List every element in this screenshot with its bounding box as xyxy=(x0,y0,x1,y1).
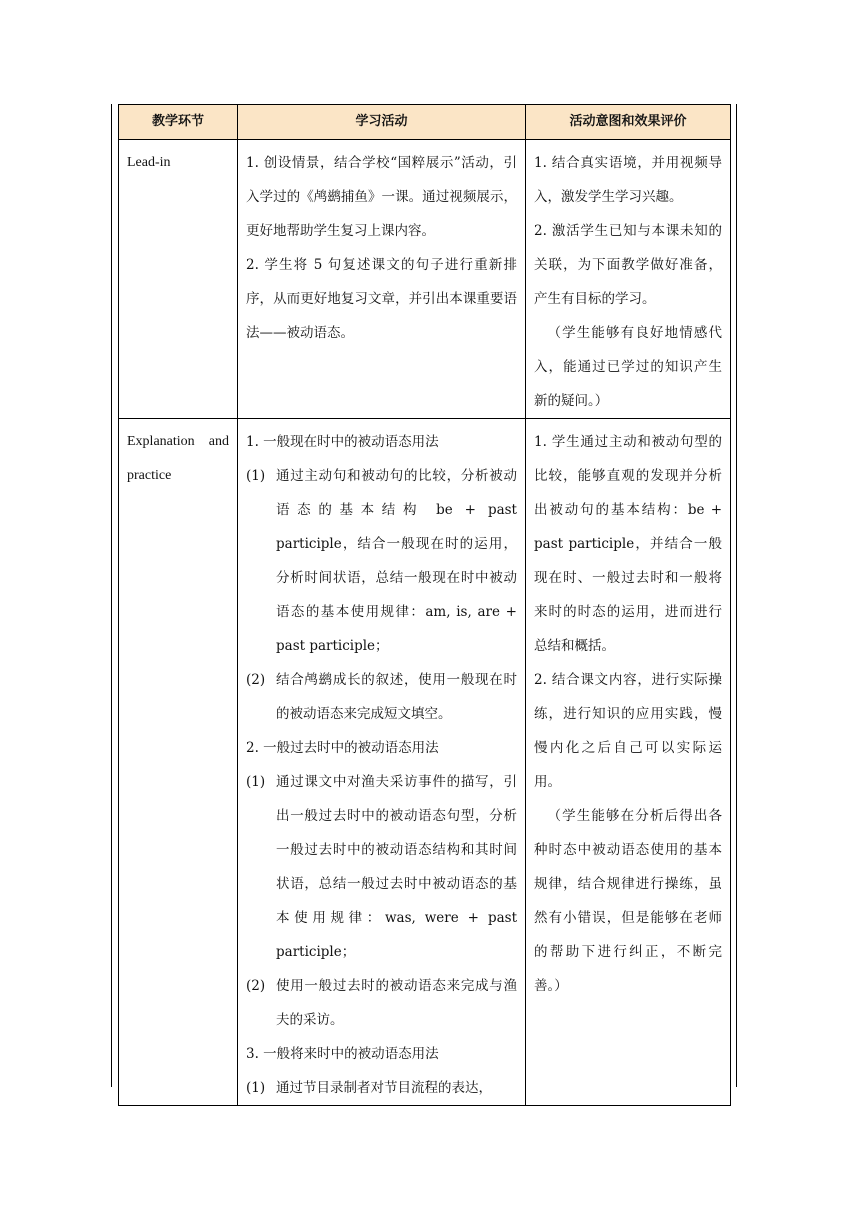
intent-item: 2. 结合课文内容，进行实际操练，进行知识的应用实践，慢慢内化之后自己可以实际运用。 xyxy=(534,672,722,790)
sub-item xyxy=(246,1071,517,1105)
header-intent: 活动意图和效果评价 xyxy=(526,105,731,140)
sub-item xyxy=(246,663,517,731)
intent-evaluation: （学生能够在分析后得出各种时态中被动语态使用的基本规律，结合规律进行操练，虽然有小错误，但是能够在老师的帮助下进行纠正，不断完善。） xyxy=(534,808,722,994)
sub-item-text: 通过主动句和被动句的比较，分析被动语态的基本结构 be + past participle，结合一般现在时的运用，分析时间状语，总结一般现在时中被动语态的基本使用规律：am, is, are + past participle； xyxy=(276,468,517,654)
activities-cell xyxy=(238,140,526,419)
intent-evaluation: （学生能够有良好地情感代入，能通过已学过的知识产生新的疑问。） xyxy=(534,325,722,409)
header-activities: 学习活动 xyxy=(238,105,526,140)
intent-item: 1. 结合真实语境，并用视频导入，激发学生学习兴趣。 xyxy=(534,155,722,205)
stage-cell xyxy=(119,419,238,1106)
header-row xyxy=(119,105,731,140)
sub-item-text: 通过课文中对渔夫采访事件的描写，引出一般过去时中的被动语态句型，分析一般过去时中的被动语态结构和其时间状语，总结一般过去时中被动语态的基本使用规律：was, were + past participle； xyxy=(276,774,517,960)
stage-cell xyxy=(119,140,238,419)
sub-item-text: 结合鸬鹚成长的叙述，使用一般现在时的被动语态来完成短文填空。 xyxy=(276,672,517,722)
stage-label: Lead-in xyxy=(127,155,171,170)
sub-item xyxy=(246,459,517,663)
intent-cell xyxy=(526,140,731,419)
sub-item-number: (2) xyxy=(246,672,266,688)
sub-item-number: (1) xyxy=(246,468,266,484)
section-heading: 2. 一般过去时中的被动语态用法 xyxy=(246,740,439,756)
activity-item: 2. 学生将 5 句复述课文的句子进行重新排序，从而更好地复习文章，并引出本课重要语法——被动语态。 xyxy=(246,257,517,341)
table-row-lead-in xyxy=(119,140,731,419)
sub-item-text: 使用一般过去时的被动语态来完成与渔夫的采访。 xyxy=(276,978,517,1028)
lesson-plan-table xyxy=(118,104,731,1106)
section-heading: 1. 一般现在时中的被动语态用法 xyxy=(246,434,439,450)
activity-item: 1. 创设情景，结合学校“国粹展示”活动，引入学过的《鸬鹚捕鱼》一课。通过视频展示，更好地帮助学生复习上课内容。 xyxy=(246,155,517,239)
sub-item xyxy=(246,765,517,969)
stage-label: Explanation and practice xyxy=(127,434,229,483)
header-stage: 教学环节 xyxy=(119,105,238,140)
sub-item-number: (2) xyxy=(246,978,266,994)
sub-item-text: 通过节目录制者对节目流程的表达， xyxy=(276,1080,492,1096)
sub-item xyxy=(246,969,517,1037)
sub-item-number: (1) xyxy=(246,774,266,790)
intent-item: 1. 学生通过主动和被动句型的比较，能够直观的发现并分析出被动句的基本结构：be + past participle，并结合一般现在时、一般过去时和一般将来时的时态的运用，进而进行总结和概括。 xyxy=(534,434,722,654)
sub-item-number: (1) xyxy=(246,1080,266,1096)
table-row-explanation xyxy=(119,419,731,1106)
section-heading: 3. 一般将来时中的被动语态用法 xyxy=(246,1046,439,1062)
intent-item: 2. 激活学生已知与本课未知的关联，为下面教学做好准备，产生有目标的学习。 xyxy=(534,223,722,307)
intent-cell xyxy=(526,419,731,1106)
activities-cell xyxy=(238,419,526,1106)
